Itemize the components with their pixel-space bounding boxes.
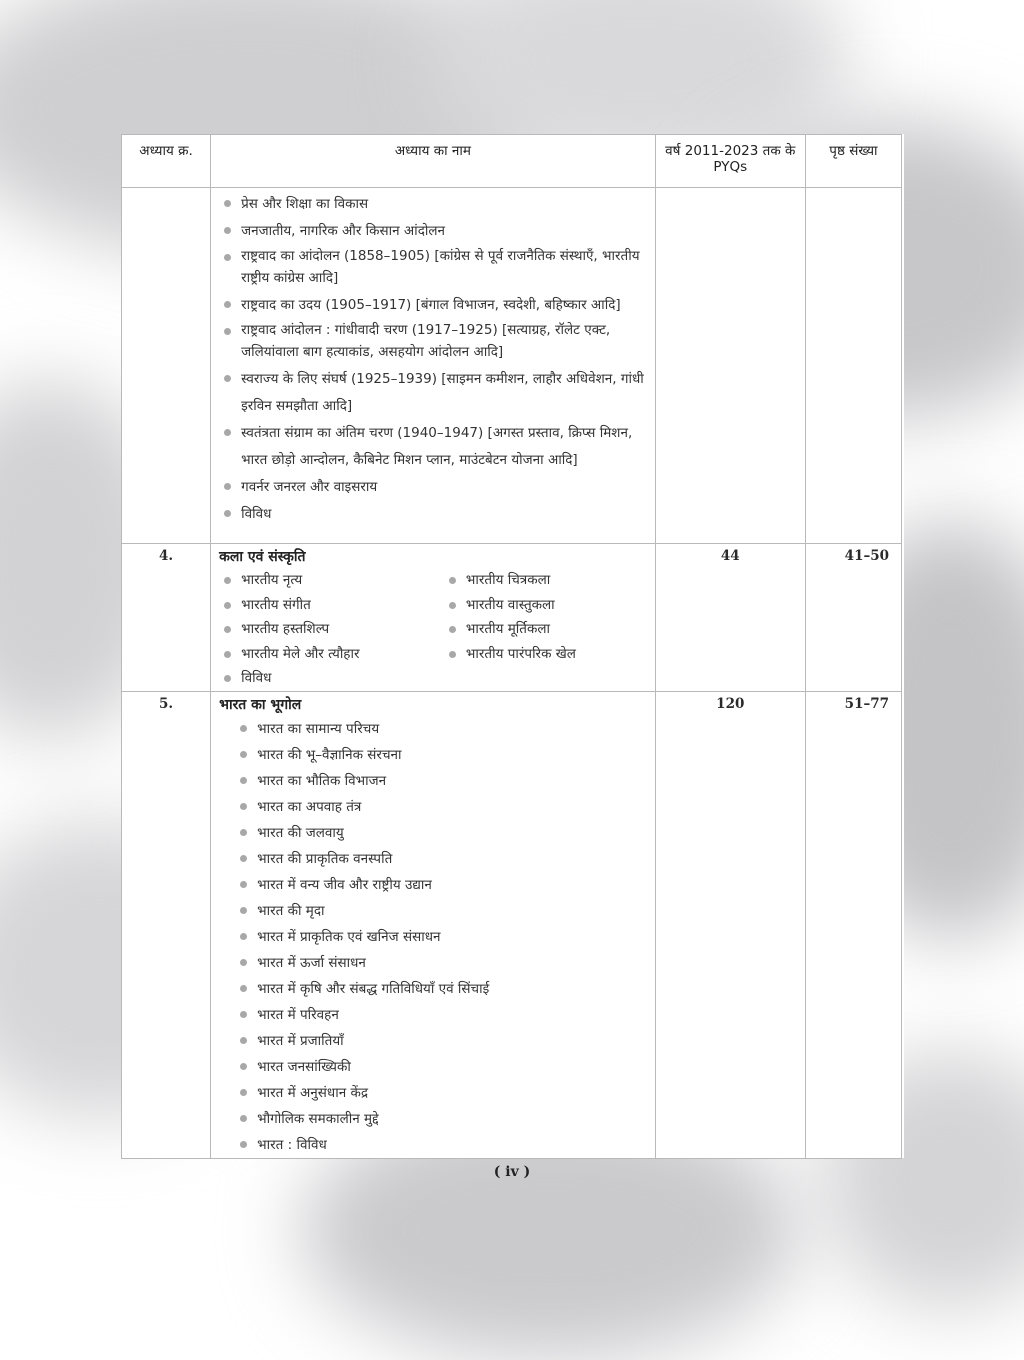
chapter-number: 5. [122, 692, 211, 1159]
list-item: राष्ट्रवाद का उदय (1905–1917) [बंगाल विभाजन, स्वदेशी, बहिष्कार आदि] [219, 292, 649, 319]
list-item: भारत में वन्य जीव और राष्ट्रीय उद्यान [235, 872, 649, 898]
list-item: भारत में प्रजातियाँ [235, 1028, 649, 1054]
page-number: ( iv ) [493, 1164, 531, 1180]
pyq-count: 120 [655, 692, 805, 1159]
list-item: भारत का भौतिक विभाजन [235, 768, 649, 794]
list-item: भारत का अपवाह तंत्र [235, 794, 649, 820]
page-range [805, 188, 901, 544]
list-item: भारत का सामान्य परिचय [235, 716, 649, 742]
list-item: भारत में परिवहन [235, 1002, 649, 1028]
list-item: स्वतंत्रता संग्राम का अंतिम चरण (1940–1947) [अगस्त प्रस्ताव, क्रिप्स मिशन, भारत छोड़ो आन्दोलन, कैबिनेट मिशन प्लान, माउंटबेटन योजना आदि] [219, 420, 649, 474]
list-item: जनजातीय, नागरिक और किसान आंदोलन [219, 218, 649, 245]
page-range: 51–77 [805, 692, 901, 1159]
list-item: गवर्नर जनरल और वाइसराय [219, 474, 649, 501]
list-item: भारतीय पारंपरिक खेल [444, 642, 649, 667]
list-item: भारत की जलवायु [235, 820, 649, 846]
list-item: भारतीय मूर्तिकला [444, 617, 649, 642]
list-item: भारतीय वास्तुकला [444, 593, 649, 618]
list-item: विविध [219, 501, 649, 528]
contents-table [121, 134, 902, 1159]
chapter-title: कला एवं संस्कृति [219, 549, 306, 565]
list-item: भारत में कृषि और संबद्ध गतिविधियाँ एवं सिंचाई [235, 976, 649, 1002]
list-item: भारतीय नृत्य [219, 568, 424, 593]
header-pyqs: वर्ष 2011-2023 तक के PYQs [655, 135, 805, 188]
table-header-row [122, 135, 902, 188]
list-item: स्वराज्य के लिए संघर्ष (1925–1939) [साइमन कमीशन, लाहौर अधिवेशन, गांधी इरविन समझौता आदि] [219, 366, 649, 420]
list-item: भारत में ऊर्जा संसाधन [235, 950, 649, 976]
list-item: भारत की मृदा [235, 898, 649, 924]
list-item: भौगोलिक समकालीन मुद्दे [235, 1106, 649, 1132]
chapter-content [211, 188, 656, 544]
list-item: भारत : विविध [235, 1132, 649, 1158]
table-row [122, 692, 902, 1159]
header-chapter-name: अध्याय का नाम [211, 135, 656, 188]
list-item: भारत में प्राकृतिक एवं खनिज संसाधन [235, 924, 649, 950]
list-item: भारत में अनुसंधान केंद्र [235, 1080, 649, 1106]
list-item: भारतीय चित्रकला [444, 568, 649, 593]
list-item: भारतीय संगीत [219, 593, 424, 618]
chapter-number [122, 188, 211, 544]
table-row [122, 544, 902, 692]
pyq-count [655, 188, 805, 544]
list-item: राष्ट्रवाद आंदोलन : गांधीवादी चरण (1917–1925) [सत्याग्रह, रॉलेट एक्ट, जलियांवाला बाग हत्याकांड, असहयोग आंदोलन आदि] [219, 319, 649, 366]
list-item: विविध [219, 666, 424, 691]
list-item: भारत की भू–वैज्ञानिक संरचना [235, 742, 649, 768]
list-item: प्रेस और शिक्षा का विकास [219, 191, 649, 218]
list-item: राष्ट्रवाद का आंदोलन (1858–1905) [कांग्रेस से पूर्व राजनैतिक संस्थाएँ, भारतीय राष्ट्रीय कांग्रेस आदि] [219, 245, 649, 292]
table-row [122, 188, 902, 544]
chapter-number: 4. [122, 544, 211, 692]
chapter-title: भारत का भूगोल [219, 697, 302, 713]
chapter-content [211, 692, 656, 1159]
list-item: भारतीय हस्तशिल्प [219, 617, 424, 642]
pyq-count: 44 [655, 544, 805, 692]
list-item: भारत जनसांख्यिकी [235, 1054, 649, 1080]
list-item: भारत की प्राकृतिक वनस्पति [235, 846, 649, 872]
page-range: 41–50 [805, 544, 901, 692]
header-chapter-no: अध्याय क्र. [122, 135, 211, 188]
chapter-content [211, 544, 656, 692]
header-pages: पृष्ठ संख्या [805, 135, 901, 188]
list-item: भारतीय मेले और त्यौहार [219, 642, 424, 667]
